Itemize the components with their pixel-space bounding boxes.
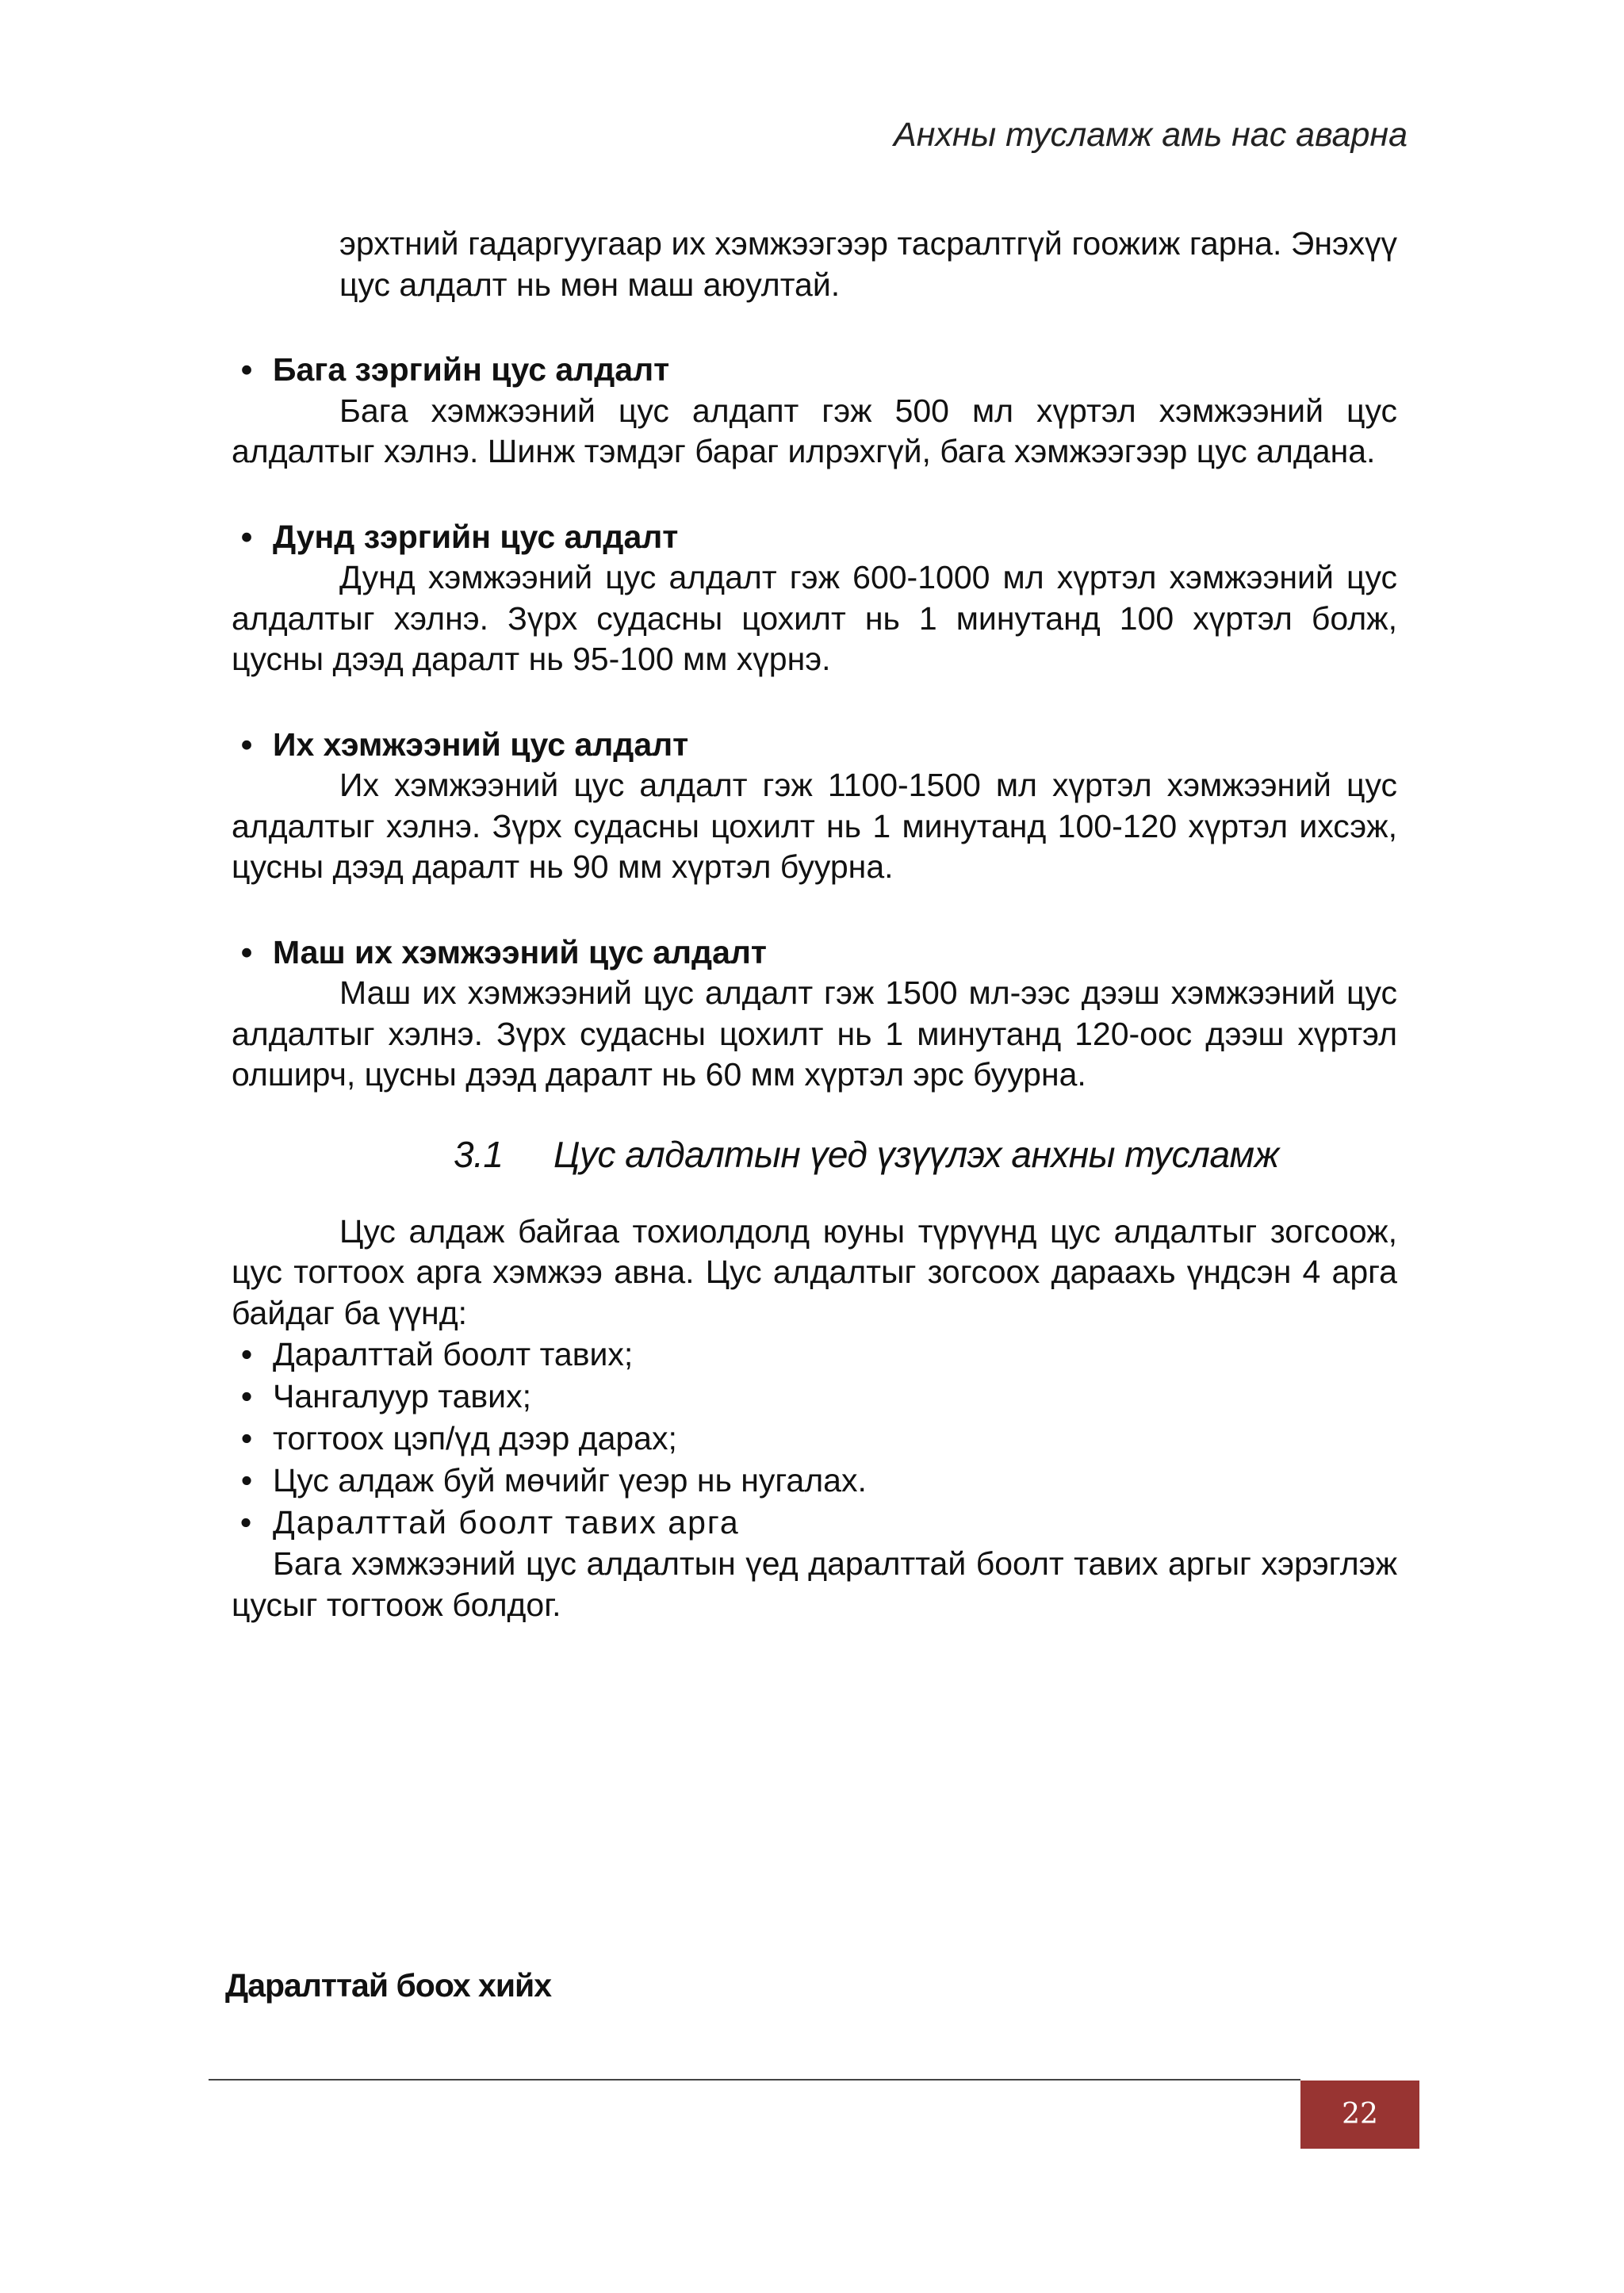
section-heading-text: Маш их хэмжээний цус алдалт bbox=[273, 933, 768, 970]
bullet-icon: • bbox=[240, 351, 253, 388]
section-heading bbox=[232, 517, 1397, 558]
section-text: Бага хэмжээний цус алдапт гэж 500 мл хүртэл хэмжээний цус алдалтыг хэлнэ. Шинж тэмдэг бараг илрэхгүй, бага хэмжээгээр цус алдана. bbox=[232, 392, 1397, 469]
methods-list bbox=[232, 1334, 1397, 1544]
intro-continuation: эрхтний гадаргуугаар их хэмжээгээр тасралтгүй гоожиж гарна. Энэхүү цус алдалт нь мөн маш аюултай. bbox=[339, 225, 1397, 303]
section-heading-text: Бага зэргийн цус алдалт bbox=[273, 351, 670, 388]
section-3-1-heading bbox=[232, 1129, 1397, 1180]
section-title: Цус алдалтын үед үзүүлэх анхны тусламж bbox=[553, 1133, 1279, 1175]
section-heading-text: Их хэмжээний цус алдалт bbox=[273, 725, 689, 763]
page-content bbox=[232, 224, 1397, 1625]
bullet-icon: • bbox=[240, 1420, 253, 1457]
bullet-icon: • bbox=[240, 933, 253, 970]
section-moderate-bleeding bbox=[232, 517, 1397, 680]
list-item: • тогтоох цэп/үд дээр дарах; bbox=[232, 1418, 1397, 1460]
section-text: Дунд хэмжээний цус алдалт гэж 600-1000 мл хүртэл хэмжээний цус алдалтыг хэлнэ. Зүрх судасны цохилт нь 1 минутанд 100 хүртэл болж, цусны дээд даралт нь 95-100 мм хүрнэ. bbox=[232, 559, 1397, 677]
bullet-icon: • bbox=[240, 1336, 253, 1372]
section-heading bbox=[232, 725, 1397, 766]
section-severe-bleeding bbox=[232, 932, 1397, 1096]
section-major-bleeding bbox=[232, 725, 1397, 888]
footer-divider bbox=[209, 2079, 1300, 2081]
bullet-icon: • bbox=[240, 518, 253, 555]
bullet-icon: • bbox=[240, 725, 253, 763]
list-item: • Чангалуур тавих; bbox=[232, 1376, 1397, 1418]
bullet-icon: • bbox=[240, 1378, 253, 1414]
running-header: Анхны тусламж амь нас аварна bbox=[894, 116, 1408, 154]
section-3-1-after: Бага хэмжээний цус алдалтын үед даралттай боолт тавих аргыг хэрэглэж цусыг тогтоож болдог. bbox=[232, 1545, 1397, 1623]
subheading: Даралттай боох хийх bbox=[225, 1967, 552, 2004]
bullet-icon: • bbox=[239, 1504, 254, 1541]
section-number: 3.1 bbox=[454, 1133, 504, 1175]
section-text: Их хэмжээний цус алдалт гэж 1100-1500 мл хүртэл хэмжээний цус алдалтыг хэлнэ. Зүрх судасны цохилт нь 1 минутанд 100-120 хүртэл ихсэж, цусны дээд даралт нь 90 мм хүртэл буурна. bbox=[232, 767, 1397, 885]
section-heading bbox=[232, 350, 1397, 391]
section-text: Маш их хэмжээний цус алдалт гэж 1500 мл-ээс дээш хэмжээний цус алдалтыг хэлнэ. Зүрх судасны цохилт нь 1 минутанд 120-оос дээш хүртэл олширч, цусны дээд даралт нь 60 мм хүртэл эрс буурна. bbox=[232, 974, 1397, 1093]
list-item: • Даралттай боолт тавих арга bbox=[232, 1502, 1397, 1544]
section-heading-text: Дунд зэргийн цус алдалт bbox=[273, 518, 679, 555]
section-minor-bleeding bbox=[232, 350, 1397, 473]
list-item: • Даралттай боолт тавих; bbox=[232, 1334, 1397, 1376]
section-heading bbox=[232, 932, 1397, 974]
page-number: 22 bbox=[1300, 2081, 1419, 2149]
list-item: • Цус алдаж буй мөчийг үеэр нь нугалах. bbox=[232, 1460, 1397, 1502]
bullet-icon: • bbox=[240, 1462, 253, 1499]
section-3-1-intro: Цус алдаж байгаа тохиолдолд юуны түрүүнд цус алдалтыг зогсоож, цус тогтоох арга хэмжээ авна. Цус алдалтыг зогсоох дараахь үндсэн 4 арга байдаг ба үүнд: bbox=[232, 1212, 1397, 1331]
